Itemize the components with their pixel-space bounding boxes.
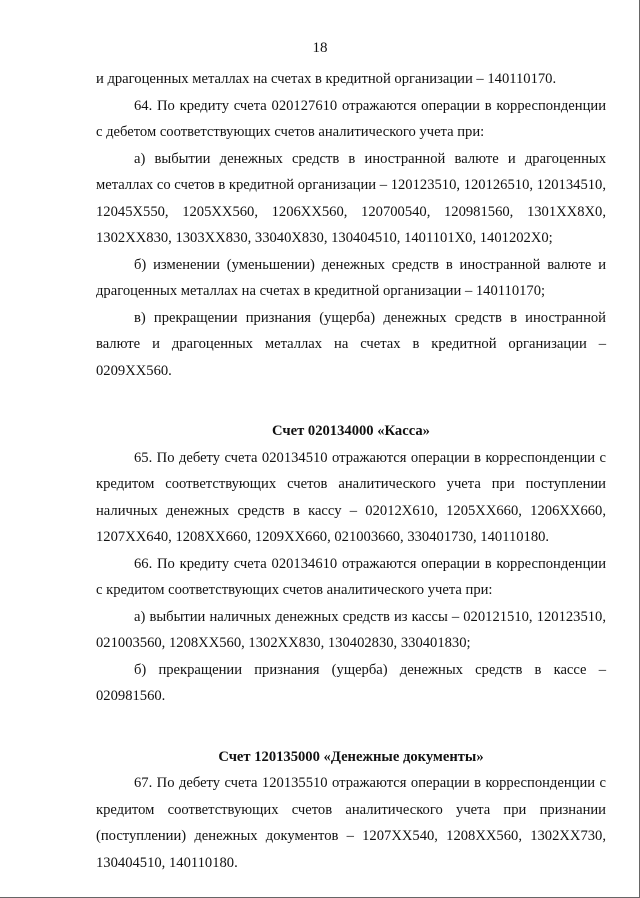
paragraph-64-a: а) выбытии денежных средств в иностранной валюте и драгоценных металлах со счетов в кредитной организации – 120123510, 120126510, 120134510, 12045Х550, 1205ХХ560, 1206ХХ560, 120700540, 120981560, 1301ХХ8Х0, 1302ХХ830, 1303ХХ830, 33040Х830, 130404510, 1401101Х0, 1401202Х0; — [96, 150, 606, 246]
page-number: 18 — [312, 40, 328, 56]
paragraph-64-b: б) изменении (уменьшении) денежных средств в иностранной валюте и драгоценных металлах на счетах в кредитной организации – 140110170; — [96, 256, 606, 299]
section-heading-cash-documents: Счет 120135000 «Денежные документы» — [218, 748, 484, 765]
paragraph-66: 66. По кредиту счета 020134610 отражаются операции в корреспонденции с кредитом соответствующих счетов аналитического учета при: — [96, 555, 606, 598]
paragraph-65: 65. По дебету счета 020134510 отражаются операции в корреспонденции с кредитом соответствующих счетов аналитического учета при поступлении наличных денежных средств в кассу – 02012Х610, 1205ХХ660, 1206ХХ660, 1207ХХ640, 1208ХХ660, 1209ХХ660, 021003660, 330401730, 140110180. — [96, 449, 606, 545]
section-heading-kassa: Счет 020134000 «Касса» — [272, 423, 430, 439]
paragraph-67: 67. По дебету счета 120135510 отражаются операции в корреспонденции с кредитом соответствующих счетов аналитического учета при признании (поступлении) денежных документов – 1207ХХ540, 1208ХХ560, 1302ХХ730, 130404510, 140110180. — [96, 775, 606, 871]
paragraph-64: 64. По кредиту счета 020127610 отражаются операции в корреспонденции с дебетом соответствующих счетов аналитического учета при: — [96, 97, 606, 140]
paragraph-64-c: в) прекращении признания (ущерба) денежных средств в иностранной валюте и драгоценных металлах на счетах в кредитной организации – 0209ХХ560. — [96, 309, 606, 379]
paragraph-continuation: и драгоценных металлах на счетах в кредитной организации – 140110170. — [96, 71, 557, 87]
paragraph-66-a: а) выбытии наличных денежных средств из кассы – 020121510, 120123510, 021003560, 1208ХХ560, 1302ХХ830, 130402830, 330401830; — [96, 608, 606, 651]
paragraph-66-b: б) прекращении признания (ущерба) денежных средств в кассе – 020981560. — [96, 661, 606, 704]
document-body — [96, 66, 606, 876]
